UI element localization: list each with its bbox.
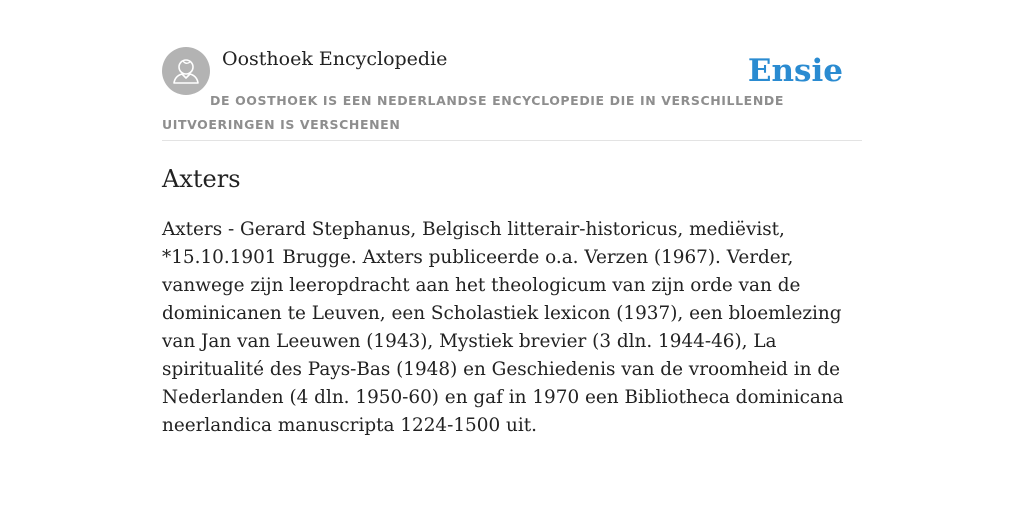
- article-body: Axters - Gerard Stephanus, Belgisch litterair-historicus, mediëvist, *15.10.1901 Brugge. Axters publiceerde o.a. Verzen (1967). Verder, vanwege zijn leeropdracht aan het theologicum van zijn orde van de dominicanen te Leuven, een Scholastiek lexicon (1937), een bloemlezing van Jan van Leeuwen (1943), Mystiek brevier (3 dln. 1944-46), La spiritualité des Pays-Bas (1948) en Geschiedenis van de vroomheid in de Nederlanden (4 dln. 1950-60) en gaf in 1970 een Bibliotheca dominicana neerlandica manuscripta 1224-1500 uit.: [162, 219, 844, 436]
- source-name[interactable]: Oosthoek Encyclopedie: [222, 48, 448, 70]
- user-avatar-icon[interactable]: [162, 47, 210, 95]
- article-title: Axters: [162, 165, 241, 193]
- brand-logo-link[interactable]: Ensie: [747, 53, 843, 89]
- source-tagline: DE OOSTHOEK IS EEN NEDERLANDSE ENCYCLOPEDIE DIE IN VERSCHILLENDE UITVOERINGEN IS VERSCHENEN: [162, 93, 784, 132]
- source-header: [162, 46, 862, 141]
